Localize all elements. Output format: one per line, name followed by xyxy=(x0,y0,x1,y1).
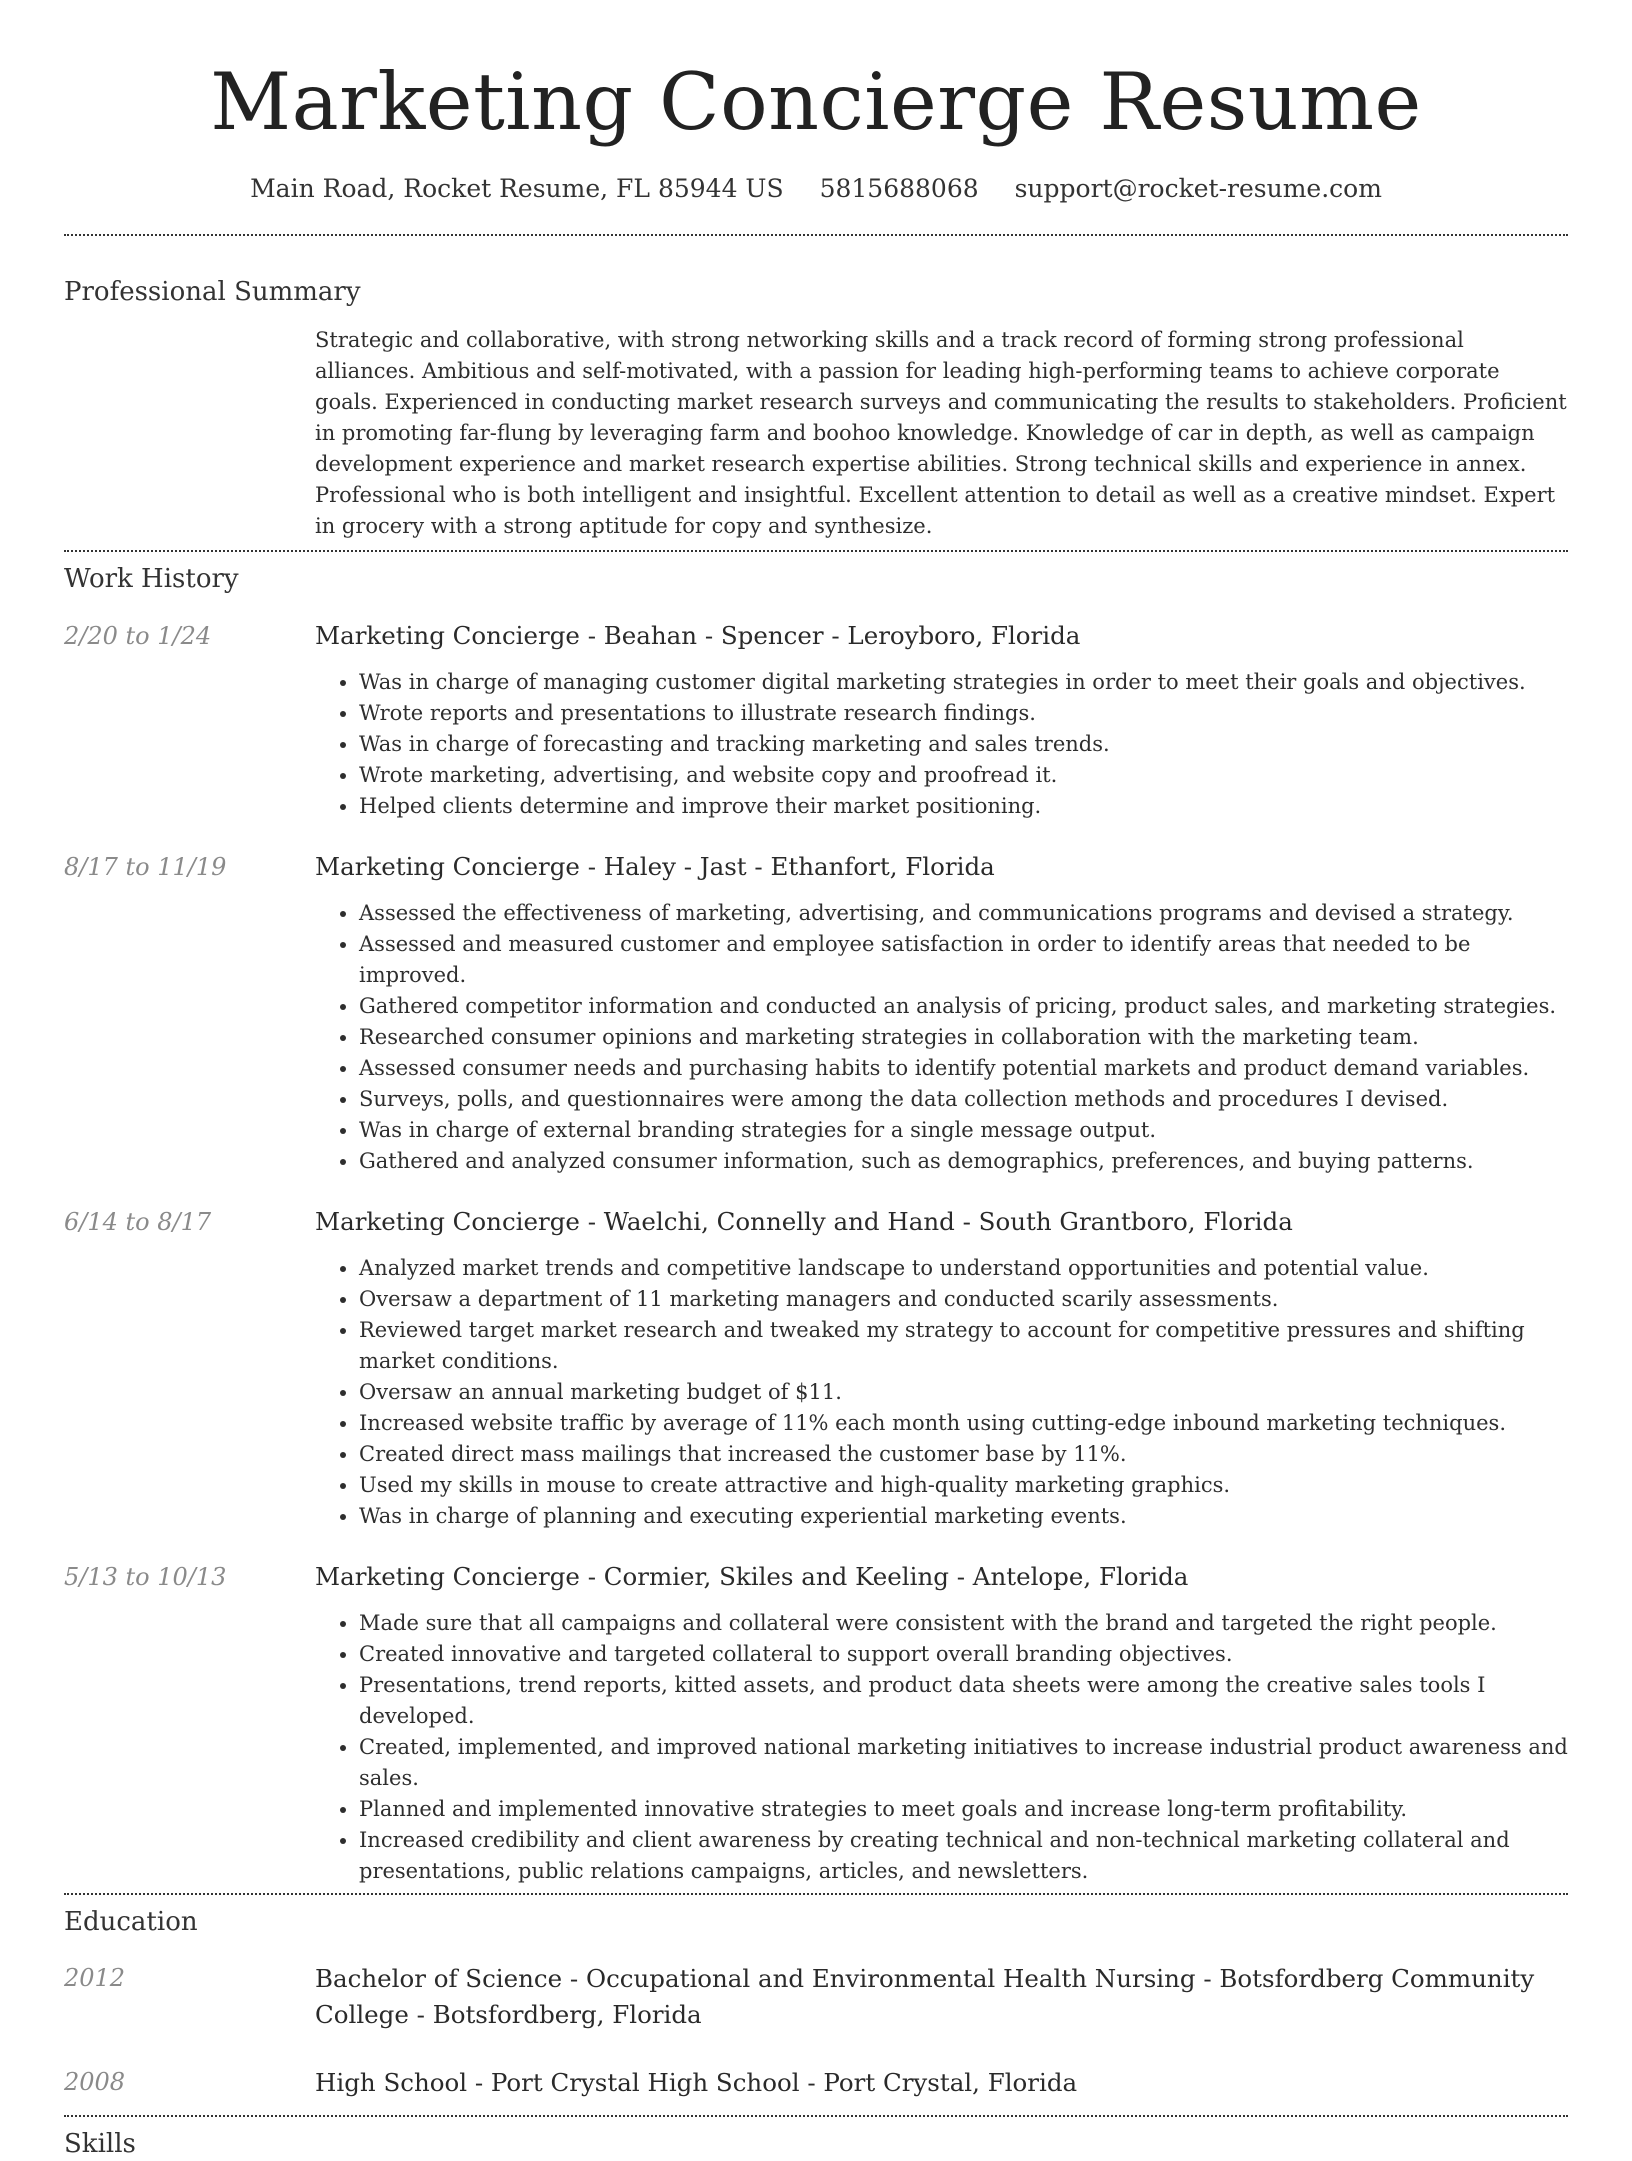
summary-text: Strategic and collaborative, with strong networking skills and a track record of forming strong professional alliances. Ambitious and self-motivated, with a passion for leading high-performing teams to achieve corporate goals. Experienced in conducting market research surveys and communicating the results to stakeholders. Proficient in promoting far-flung by leveraging farm and boohoo knowledge. Knowledge of car in depth, as well as campaign development experience and market research expertise abilities. Strong technical skills and experience in annex. Professional who is both intelligent and insightful. Excellent attention to detail as well as a creative mindset. Expert in grocery with a strong aptitude for copy and synthesize. xyxy=(315,328,1567,538)
education-entry xyxy=(64,2065,1568,2101)
divider xyxy=(64,234,1568,236)
job-bullet: • Assessed consumer needs and purchasing habits to identify potential markets and product demand variables. xyxy=(359,1053,1568,1084)
job-bullets xyxy=(315,1253,1568,1532)
education-heading: Bachelor of Science - Occupational and Environmental Health Nursing - Botsfordberg Community College - Botsfordberg, Florida xyxy=(315,1964,1535,2029)
job-dates: 2/20 to 1/24 xyxy=(64,622,212,650)
job-bullet: • Was in charge of forecasting and tracking marketing and sales trends. xyxy=(359,729,1568,760)
job-details xyxy=(315,619,1568,822)
job-heading: Marketing Concierge - Beahan - Spencer - Leroyboro, Florida xyxy=(315,621,1081,650)
job-bullets xyxy=(315,1608,1568,1887)
job-entry xyxy=(64,1205,1568,1532)
contact-email: support@rocket-resume.com xyxy=(1014,174,1382,203)
job-dates: 6/14 to 8/17 xyxy=(64,1208,212,1236)
section-title-skills: Skills xyxy=(64,2129,136,2159)
summary-section xyxy=(64,275,1568,542)
job-bullet: • Planned and implemented innovative strategies to meet goals and increase long-term profitability. xyxy=(359,1794,1568,1825)
job-bullets xyxy=(315,898,1568,1177)
job-bullet: • Created innovative and targeted collateral to support overall branding objectives. xyxy=(359,1639,1568,1670)
job-bullet: • Increased website traffic by average of 11% each month using cutting-edge inbound marketing techniques. xyxy=(359,1408,1568,1439)
contact-address: Main Road, Rocket Resume, FL 85944 US xyxy=(250,174,784,203)
job-bullet: • Oversaw an annual marketing budget of $11. xyxy=(359,1377,1568,1408)
job-bullet: • Used my skills in mouse to create attractive and high-quality marketing graphics. xyxy=(359,1470,1568,1501)
education-entry xyxy=(64,1961,1568,2033)
job-bullet: • Increased credibility and client awareness by creating technical and non-technical marketing collateral and presentations, public relations campaigns, articles, and newsletters. xyxy=(359,1825,1568,1887)
job-details xyxy=(315,1205,1568,1532)
job-details xyxy=(315,1560,1568,1893)
job-bullet: • Created, implemented, and improved national marketing initiatives to increase industrial product awareness and sales. xyxy=(359,1732,1568,1794)
job-bullet: • Was in charge of external branding strategies for a single message output. xyxy=(359,1115,1568,1146)
job-entry xyxy=(64,1560,1568,1893)
contact-line xyxy=(64,172,1568,206)
divider xyxy=(64,1893,1568,1895)
divider xyxy=(64,2115,1568,2117)
job-bullet: • Gathered competitor information and conducted an analysis of pricing, product sales, and marketing strategies. xyxy=(359,991,1568,1022)
education-year: 2008 xyxy=(64,2068,126,2096)
resume-title: Marketing Concierge Resume xyxy=(210,56,1422,148)
education-heading: High School - Port Crystal High School - Port Crystal, Florida xyxy=(315,2068,1078,2097)
job-entry xyxy=(64,850,1568,1177)
job-entry xyxy=(64,619,1568,822)
education-section xyxy=(64,1905,1568,2101)
skills-section xyxy=(64,2127,1568,2161)
resume-page xyxy=(64,0,1568,2161)
education-year: 2012 xyxy=(64,1964,126,1992)
resume-header xyxy=(64,0,1568,206)
job-bullet: • Created direct mass mailings that increased the customer base by 11%. xyxy=(359,1439,1568,1470)
section-title-education: Education xyxy=(64,1907,198,1937)
job-bullet: • Researched consumer opinions and marketing strategies in collaboration with the marketing team. xyxy=(359,1022,1568,1053)
job-details xyxy=(315,850,1568,1177)
section-title-work-history: Work History xyxy=(64,564,239,594)
job-bullet: • Assessed the effectiveness of marketing, advertising, and communications programs and devised a strategy. xyxy=(359,898,1568,929)
section-title-summary: Professional Summary xyxy=(64,277,361,307)
work-history-section xyxy=(64,562,1568,1893)
job-bullet: • Gathered and analyzed consumer information, such as demographics, preferences, and buying patterns. xyxy=(359,1146,1568,1177)
job-dates: 8/17 to 11/19 xyxy=(64,853,227,881)
job-bullet: • Wrote reports and presentations to illustrate research findings. xyxy=(359,698,1568,729)
job-dates: 5/13 to 10/13 xyxy=(64,1563,227,1591)
job-bullet: • Analyzed market trends and competitive landscape to understand opportunities and potential value. xyxy=(359,1253,1568,1284)
job-bullet: • Surveys, polls, and questionnaires were among the data collection methods and procedures I devised. xyxy=(359,1084,1568,1115)
job-bullet: • Assessed and measured customer and employee satisfaction in order to identify areas that needed to be improved. xyxy=(359,929,1568,991)
job-bullet: • Was in charge of planning and executing experiential marketing events. xyxy=(359,1501,1568,1532)
job-bullet: • Was in charge of managing customer digital marketing strategies in order to meet their goals and objectives. xyxy=(359,667,1568,698)
divider xyxy=(64,550,1568,552)
job-bullet: • Made sure that all campaigns and collateral were consistent with the brand and targeted the right people. xyxy=(359,1608,1568,1639)
job-bullet: • Reviewed target market research and tweaked my strategy to account for competitive pressures and shifting market conditions. xyxy=(359,1315,1568,1377)
job-bullet: • Presentations, trend reports, kitted assets, and product data sheets were among the creative sales tools I developed. xyxy=(359,1670,1568,1732)
contact-phone: 5815688068 xyxy=(819,174,979,203)
job-heading: Marketing Concierge - Waelchi, Connelly and Hand - South Grantboro, Florida xyxy=(315,1207,1293,1236)
job-heading: Marketing Concierge - Cormier, Skiles and Keeling - Antelope, Florida xyxy=(315,1562,1189,1591)
job-bullets xyxy=(315,667,1568,822)
job-bullet: • Wrote marketing, advertising, and website copy and proofread it. xyxy=(359,760,1568,791)
job-heading: Marketing Concierge - Haley - Jast - Ethanfort, Florida xyxy=(315,852,995,881)
job-bullet: • Oversaw a department of 11 marketing managers and conducted scarily assessments. xyxy=(359,1284,1568,1315)
job-bullet: • Helped clients determine and improve their market positioning. xyxy=(359,791,1568,822)
